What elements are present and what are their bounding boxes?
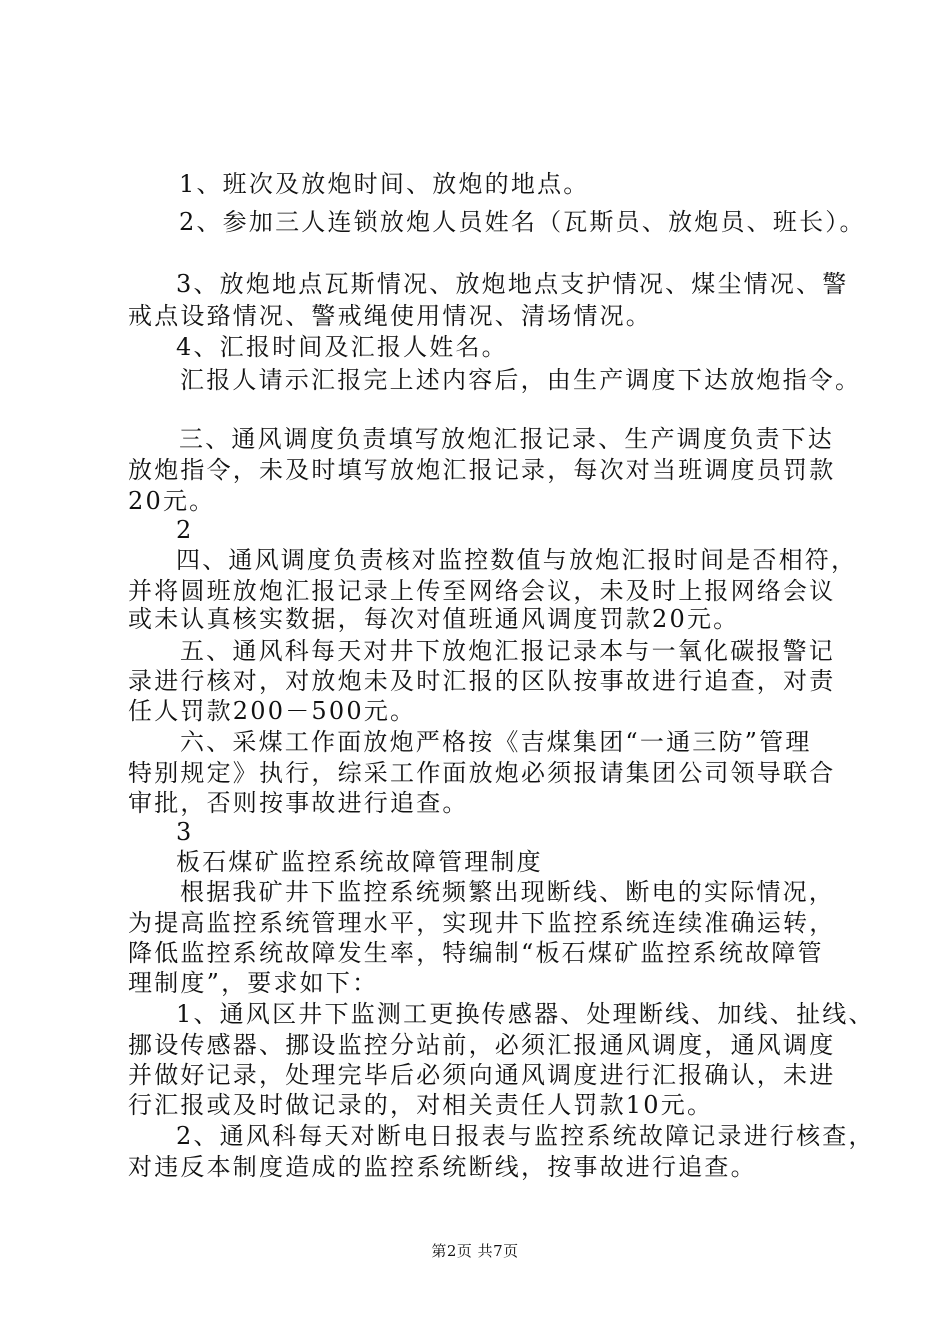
section-title: 板石煤矿监控系统故障管理制度 xyxy=(176,848,543,876)
body-line-13: 五、通风科每天对井下放炮汇报记录本与一氧化碳报警记 xyxy=(180,637,835,665)
body-line-4: 戒点设臵情况、警戒绳使用情况、清场情况。 xyxy=(128,302,652,330)
body-line-28: 对违反本制度造成的监控系统断线，按事故进行追查。 xyxy=(128,1153,757,1181)
body-line-27: 2、通风科每天对断电日报表与监控系统故障记录进行核查， xyxy=(176,1122,875,1150)
body-line-5: 4、汇报时间及汇报人姓名。 xyxy=(176,333,508,361)
body-line-3: 3、放炮地点瓦斯情况、放炮地点支护情况、煤尘情况、警 xyxy=(176,270,849,298)
body-line-8: 放炮指令，未及时填写放炮汇报记录，每次对当班调度员罚款 xyxy=(128,456,836,484)
body-line-26: 行汇报或及时做记录的，对相关责任人罚款10元。 xyxy=(128,1091,714,1119)
body-line-24: 挪设传感器、挪设监控分站前，必须汇报通风调度，通风调度 xyxy=(128,1031,836,1059)
body-line-21: 降低监控系统故障发生率，特编制“板石煤矿监控系统故障管 xyxy=(128,939,824,967)
body-line-20: 为提高监控系统管理水平，实现井下监控系统连续准确运转， xyxy=(128,909,836,937)
body-line-10: 四、通风调度负责核对监控数值与放炮汇报时间是否相符， xyxy=(176,546,858,574)
body-line-2: 2、参加三人连锁放炮人员姓名（瓦斯员、放炮员、班长）。 xyxy=(179,208,866,236)
body-line-14: 录进行核对，对放炮未及时汇报的区队按事故进行追查，对责 xyxy=(128,667,836,695)
body-line-18: 审批，否则按事故进行追查。 xyxy=(128,789,469,817)
body-line-19: 根据我矿井下监控系统频繁出现断线、断电的实际情况， xyxy=(180,878,835,906)
body-line-22: 理制度”，要求如下： xyxy=(128,969,379,997)
body-line-17: 特别规定》执行，综采工作面放炮必须报请集团公司领导联合 xyxy=(128,759,836,787)
body-line-9: 20元。 xyxy=(128,487,216,515)
body-line-16: 六、采煤工作面放炮严格按《吉煤集团“一通三防”管理 xyxy=(180,728,812,756)
page-marker-3: 3 xyxy=(176,818,194,846)
body-line-11: 并将圆班放炮汇报记录上传至网络会议，未及时上报网络会议 xyxy=(128,577,836,605)
body-line-7: 三、通风调度负责填写放炮汇报记录、生产调度负责下达 xyxy=(179,425,834,453)
page-marker-2: 2 xyxy=(176,516,194,544)
body-line-6: 汇报人请示汇报完上述内容后，由生产调度下达放炮指令。 xyxy=(180,366,862,394)
page-number-footer: 第2页 共7页 xyxy=(431,1242,519,1260)
body-line-23: 1、通风区井下监测工更换传感器、处理断线、加线、扯线、 xyxy=(176,1000,875,1028)
body-line-25: 并做好记录，处理完毕后必须向通风调度进行汇报确认，未进 xyxy=(128,1061,836,1089)
body-line-1: 1、班次及放炮时间、放炮的地点。 xyxy=(179,170,590,198)
body-line-12: 或未认真核实数据，每次对值班通风调度罚款20元。 xyxy=(128,605,740,633)
body-line-15: 任人罚款200－500元。 xyxy=(128,697,417,725)
